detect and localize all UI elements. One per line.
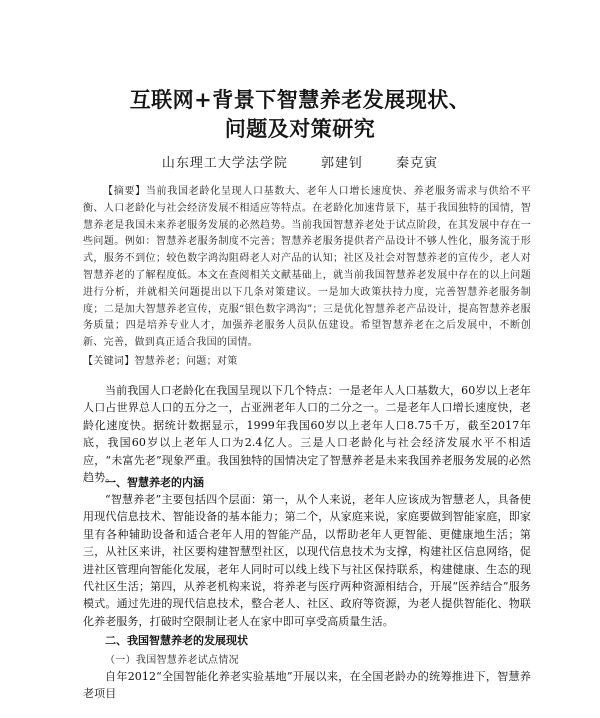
abstract bbox=[83, 184, 531, 352]
abstract-text: 当前我国老龄化呈现人口基数大、老年人口增长速度快、养老服务需求与供给不平衡、人口老龄化与社会经济发展不相适应等特点。在老龄化加速背景下，基于我国独特的国情，智慧养老是我国未来养老服务发展的必然趋势。当前我国智慧养老处于试点阶段，在其发展中存在一些问题。例如：智慧养老服务制度不完善；智慧养老服务提供者产品设计不够人性化，服务流于形式，服务不到位；较色数字鸿沟阻碍老人对产品的认知；社区及社会对智慧养老的宣传少，老人对智慧养老的了解程度低。本文在查阅相关文献基础上，就当前我国智慧养老发展中存在的以上问题进行分析，并就相关问题提出以下几条对策建议。一是加大政策扶持力度，完善智慧养老服务制度；二是加大智慧养老宣传，克服“银色数字鸿沟”；三是优化智慧养老产品设计，提高智慧养老服务质量；四是培养专业人才，加强养老服务人员队伍建设。希望智慧养老在之后发展中，不断创新、完善，做到真正适合我国的国情。 bbox=[83, 186, 531, 349]
section-1-paragraph: “智慧养老”主要包括四个层面：第一，从个人来说，老年人应该成为智慧老人，具备使用现代信息技术、智能设备的基本能力；第二个，从家庭来说，家庭要做到智能家庭，即家里有各种辅助设备和适合老年人用的智能产品，以帮助老年人更智能、更健康地生活；第三，从社区来讲，社区要构建智慧型社区，以现代信息技术为支撑，构建社区信息网络，促进社区管理向智能化发展，老年人同时可以线上线下与社区保持联系，构建健康、生态的现代社区生活；第四，从养老机构来说，将养老与医疗两种资源相结合，开展“医养结合”服务模式。通过先进的现代信息技术，整合老人、社区、政府等资源，为老人提供智能化、物联化养老服务，打破时空限制让老人在家中即可享受高质量生活。 bbox=[83, 493, 531, 628]
keywords bbox=[83, 352, 531, 367]
subsection-1-paragraph: 自年2012“全国智能化养老实验基地”开展以来，在全国老龄办的统筹推进下，智慧养老项目 bbox=[83, 670, 531, 701]
intro-paragraph: 当前我国人口老龄化在我国呈现以下几个特点：一是老年人人口基数大，60岁以上老年人口占世界总人口的五分之一，占亚洲老年人口的二分之一。二是老年人口增长速度快，老龄化速度快。据统计数据显示，1999年我国60岁以上老年人口8.75千万，截至2017年底，我国60岁以上老年人口为2.4亿人。三是人口老龄化与社会经济发展水平不相适应，“未富先老”现象严重。我国独特的国情决定了智慧养老是未来我国养老服务发展的必然趋势。 bbox=[83, 384, 531, 485]
section-heading-2: 二、我国智慧养老的发展现状 bbox=[105, 634, 248, 647]
author-2: 秦克寅 bbox=[396, 156, 439, 171]
paper-title-line-1: 互联网+背景下智慧养老发展现状、 bbox=[129, 87, 471, 112]
paper-title-line-2: 问题及对策研究 bbox=[224, 116, 376, 141]
abstract-label: 【摘要】 bbox=[103, 186, 146, 197]
author-1: 郭建钊 bbox=[320, 156, 363, 171]
keywords-label: 【关键词】 bbox=[83, 356, 135, 367]
subsection-heading-1: （一）我国智慧养老试点情况 bbox=[105, 655, 239, 666]
author-line bbox=[0, 152, 600, 171]
keywords-text: 智慧养老；问题；对策 bbox=[134, 356, 238, 367]
section-heading-1: 一、智慧养老的内涵 bbox=[105, 476, 204, 489]
affiliation: 山东理工大学法学院 bbox=[161, 156, 288, 171]
